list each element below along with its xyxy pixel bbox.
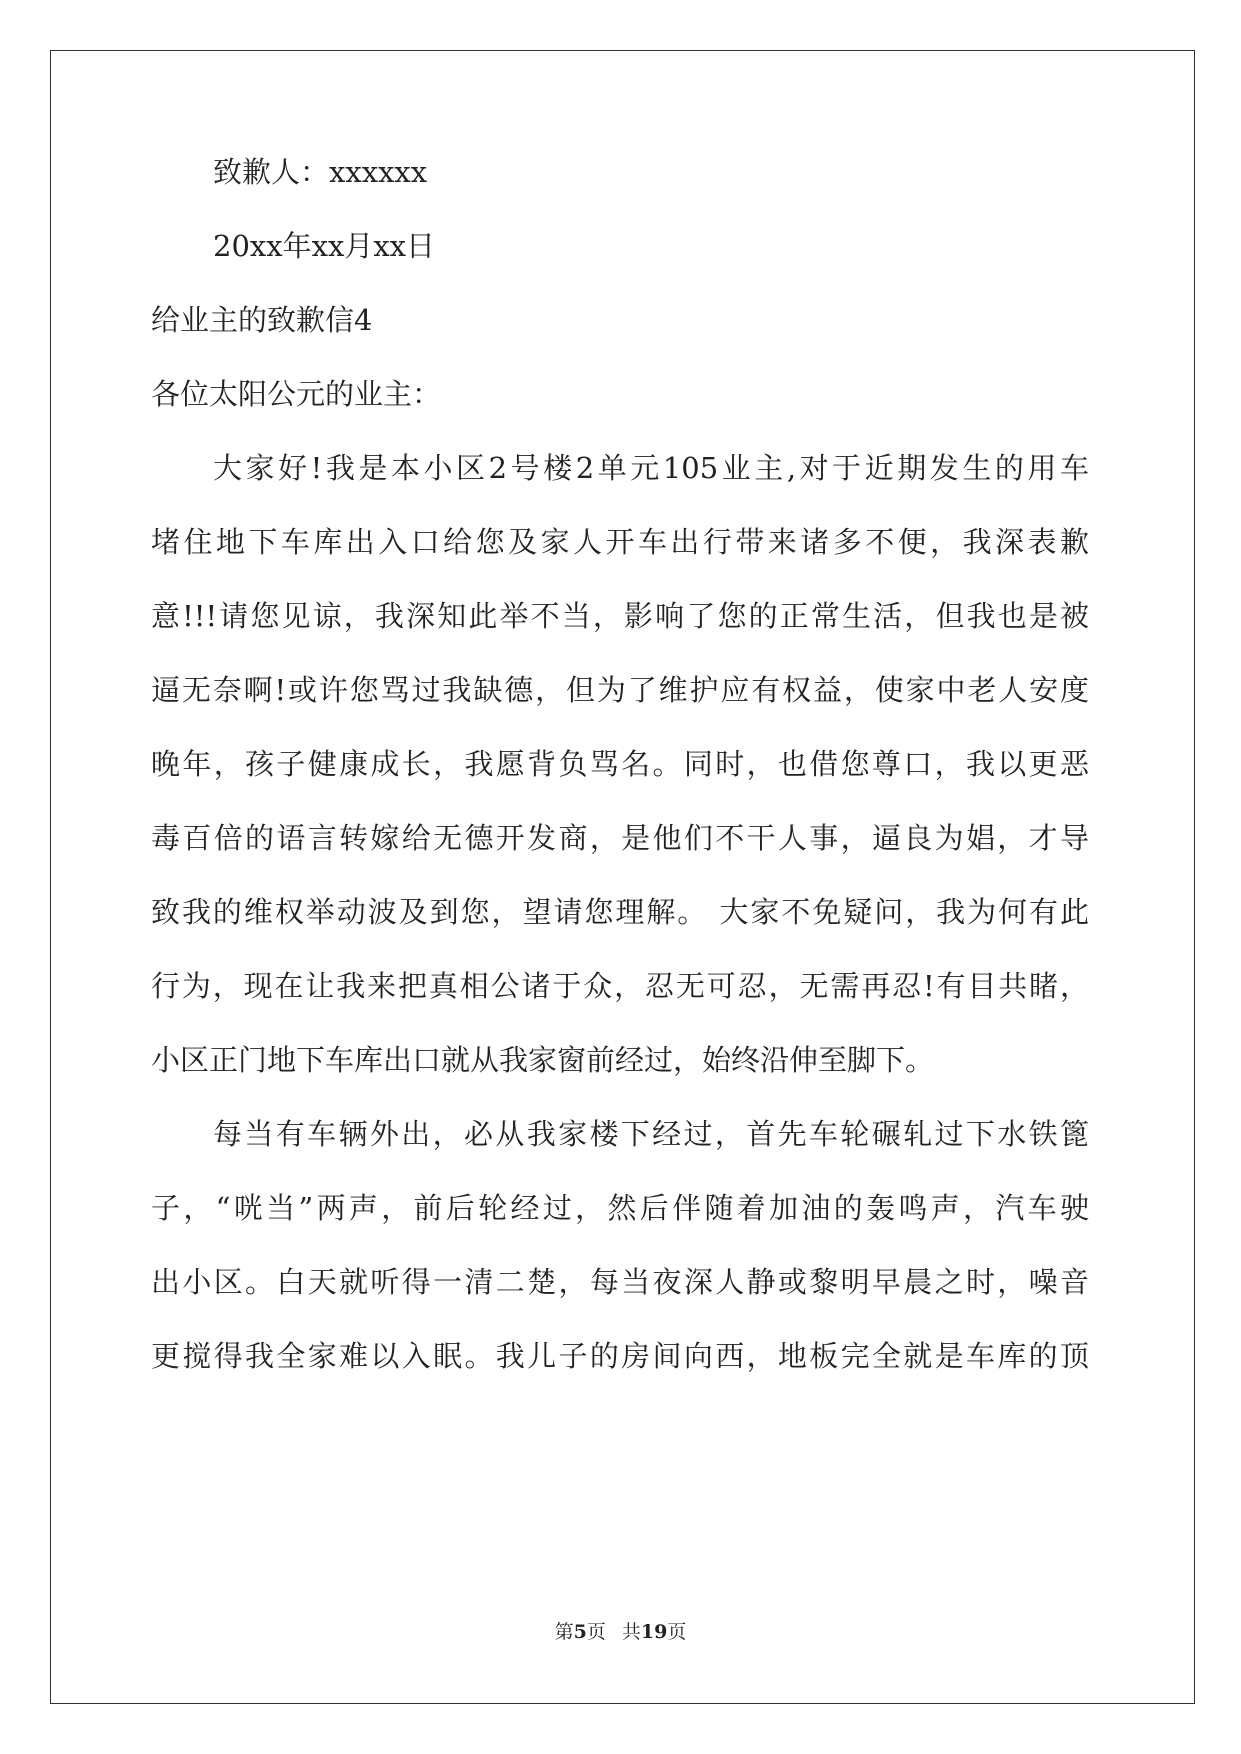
paragraph2-line-1: 每当有车辆外出，必从我家楼下经过，首先车轮碾轧过下水铁篦 <box>213 1117 1089 1151</box>
paragraph1-line-7: 致我的维权举动波及到您，望请您理解。 大家不免疑问，我为何有此 <box>151 895 1089 929</box>
footer-current-page: 5 <box>573 1621 587 1643</box>
page-footer <box>0 1620 1241 1644</box>
footer-total-suffix: 页 <box>667 1621 687 1643</box>
paragraph2-line-2: 子，“咣当”两声，前后轮经过，然后伴随着加油的轰鸣声，汽车驶 <box>151 1191 1089 1225</box>
paragraph1-line-6: 毒百倍的语言转嫁给无德开发商，是他们不干人事，逼良为娼，才导 <box>151 821 1089 855</box>
date-line: 20xx年xx月xx日 <box>213 229 436 263</box>
page-border <box>50 50 1195 1704</box>
paragraph2-line-3: 出小区。白天就听得一清二楚，每当夜深人静或黎明早晨之时，噪音 <box>151 1265 1089 1299</box>
footer-total-prefix: 共 <box>621 1621 641 1643</box>
letter-title: 给业主的致歉信4 <box>151 303 373 337</box>
paragraph1-line-8: 行为，现在让我来把真相公诸于众，忍无可忍，无需再忍!有目共睹， <box>151 969 1089 1003</box>
footer-prefix: 第 <box>554 1621 574 1643</box>
paragraph1-line-5: 晚年，孩子健康成长，我愿背负骂名。同时，也借您尊口，我以更恶 <box>151 747 1089 781</box>
paragraph2-line-4: 更搅得我全家难以入眠。我儿子的房间向西，地板完全就是车库的顶 <box>151 1339 1089 1373</box>
paragraph1-line-2: 堵住地下车库出入口给您及家人开车出行带来诸多不便，我深表歉 <box>151 525 1089 559</box>
paragraph1-line-4: 逼无奈啊!或许您骂过我缺德，但为了维护应有权益，使家中老人安度 <box>151 673 1089 707</box>
footer-total-pages: 19 <box>640 1621 668 1643</box>
footer-page-suffix: 页 <box>586 1621 606 1643</box>
apologizer-line: 致歉人：xxxxxx <box>213 155 428 189</box>
letter-salutation: 各位太阳公元的业主： <box>151 377 442 411</box>
paragraph1-line-1: 大家好!我是本小区2号楼2单元105业主,对于近期发生的用车 <box>213 451 1089 485</box>
paragraph1-line-9: 小区正门地下车库出口就从我家窗前经过，始终沿伸至脚下。 <box>151 1043 935 1077</box>
paragraph1-line-3: 意!!!请您见谅，我深知此举不当，影响了您的正常生活，但我也是被 <box>151 599 1089 633</box>
